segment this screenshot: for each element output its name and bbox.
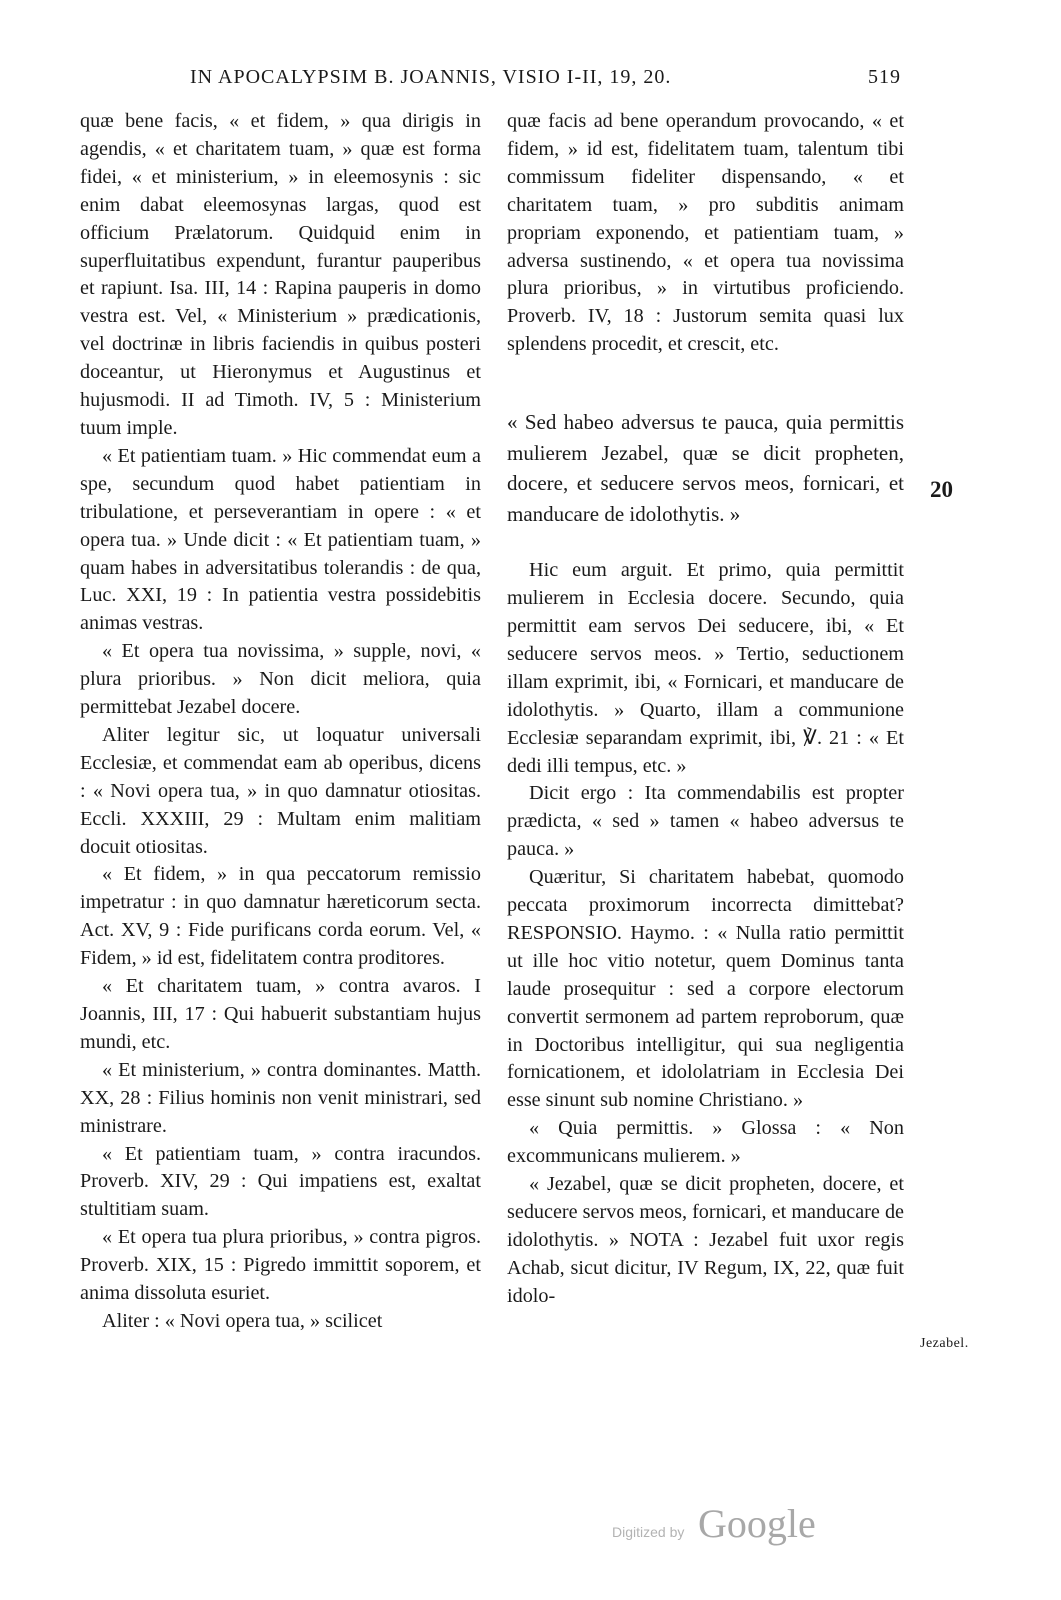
paragraph: quæ facis ad bene operandum provocando, « et fidem, » id est, fidelitatem tuam, talentum tibi commissum fideliter dispensando, « et charitatem tuam, » pro subditis animam propriam exponendo, et patientiam tuam, » adversa sustinendo, « et opera tua novissima plura prioribus, » in virtutibus proficiendo. Proverb. IV, 18 : Justorum semita quasi lux splendens procedit, et crescit, etc. (507, 110, 904, 356)
running-header (0, 66, 1061, 96)
running-title: IN APOCALYPSIM B. JOANNIS, VISIO I-II, 19, 20. (190, 66, 672, 88)
digitized-watermark (612, 1500, 912, 1550)
paragraph: « Quia permittis. » Glossa : « Non excommunicans mulierem. » (507, 1117, 904, 1168)
paragraph: Hic eum arguit. Et primo, quia permittit mulierem in Ecclesia docere. Secundo, quia permittit eam servos Dei seducere, ibi, « Et seducere servos meos. » Tertio, seductionem illam exprimit, ibi, « Fornicari, et manducare de idolothytis. » Quarto, illam a communione Ecclesiæ separandam exprimit, ibi, ℣. 21 : « Et dedi illi tempus, etc. » (507, 559, 904, 777)
paragraph: « Et opera tua plura prioribus, » contra pigros. Proverb. XIX, 15 : Pigredo immittit soporem, et anima dissoluta esuriet. (80, 1226, 481, 1305)
paragraph: Quæritur, Si charitatem habebat, quomodo peccata proximorum incorrecta dimittebat? RESPONSIO. Haymo. : « Nulla ratio permittit ut ille hoc vitio notetur, quem Dominus tanta laude prosequitur : sed a corpore electorum convertit sermonem ad partem reproborum, quæ in Doctoribus intelligitur, qui sua negligentia fornicationem, et idololatriam in Ecclesia Dei esse sinunt sub nomine Christiano. » (507, 866, 904, 1112)
google-logo: Google (698, 1501, 816, 1546)
paragraph: Aliter : « Novi opera tua, » scilicet (102, 1309, 383, 1332)
paragraph: « Et patientiam tuam. » Hic commendat eum a spe, secundum quod habet patientiam in tribulatione, et perseverantiam in opere : « et opera tua. » Unde dicit : « Et patientiam tuam, » quam habes in adversitatibus tolerandis : de qua, Luc. XXI, 19 : In patientia vestra possidebitis animas vestras. (80, 444, 481, 635)
paragraph: « Et fidem, » in qua peccatorum remissio impetratur : in quo damnatur hæreticorum secta. Act. XV, 9 : Fide purificans corda eorum. Vel, « Fidem, » id est, fidelitatem contra proditores. (80, 863, 481, 970)
paragraph: « Et ministerium, » contra dominantes. Matth. XX, 28 : Filius hominis non venit ministrari, sed ministrare. (80, 1058, 481, 1137)
scripture-verse: « Sed habeo adversus te pauca, quia permittis mulierem Jezabel, quæ se dicit propheten, docere, et seducere servos meos, fornicari, et manducare de idolothytis. » (507, 410, 904, 526)
verse-number: 20 (930, 477, 953, 502)
page-number: 519 (868, 66, 901, 88)
paragraph: « Jezabel, quæ se dicit propheten, docere, et seducere servos meos, fornicari, et manducare de idolothytis. » NOTA : Jezabel fuit uxor regis Achab, sicut dicitur, IV Regum, IX, 22, quæ fuit idolo- (507, 1173, 904, 1307)
right-column (507, 108, 904, 1311)
paragraph: Dicit ergo : Ita commendabilis est propter prædicta, « sed » tamen « habeo adversus te pauca. » (507, 782, 904, 861)
paragraph: « Et charitatem tuam, » contra avaros. I Joannis, III, 17 : Qui habuerit substantiam hujus mundi, etc. (80, 975, 481, 1053)
digitized-by-label: Digitized by (612, 1524, 685, 1540)
paragraph: « Et patientiam tuam, » contra iracundos. Proverb. XIV, 29 : Qui impatiens est, exaltat stultitiam suam. (80, 1142, 481, 1221)
left-column (80, 108, 481, 1336)
margin-note: Jezabel. (920, 1336, 969, 1351)
paragraph: « Et opera tua novissima, » supple, novi, « plura prioribus. » Non dicit meliora, quia permittebat Jezabel docere. (80, 640, 481, 719)
paragraph: Aliter legitur sic, ut loquatur universali Ecclesiæ, et commendat eam ab operibus, dicens : « Novi opera tua, » in quo damnatur otiositas. Eccli. XXXIII, 29 : Multam enim malitiam docuit otiositas. (80, 723, 481, 858)
paragraph: quæ bene facis, « et fidem, » qua dirigis in agendis, « et charitatem tuam, » quæ est forma fidei, « et ministerium, » in eleemosynis : sic enim dabat eleemosynas largas, quod est officium Prælatorum. Quidquid enim in superfluitatibus expendunt, furantur pauperibus et rapiunt. Isa. III, 14 : Rapina pauperis in domo vestra est. Vel, « Ministerium » prædicationis, vel doctrinæ in libris faciendis in quibus posteri doceantur, ut Hieronymus et Augustinus et hujusmodi. II ad Timoth. IV, 5 : Ministerium tuum imple. (80, 110, 481, 439)
